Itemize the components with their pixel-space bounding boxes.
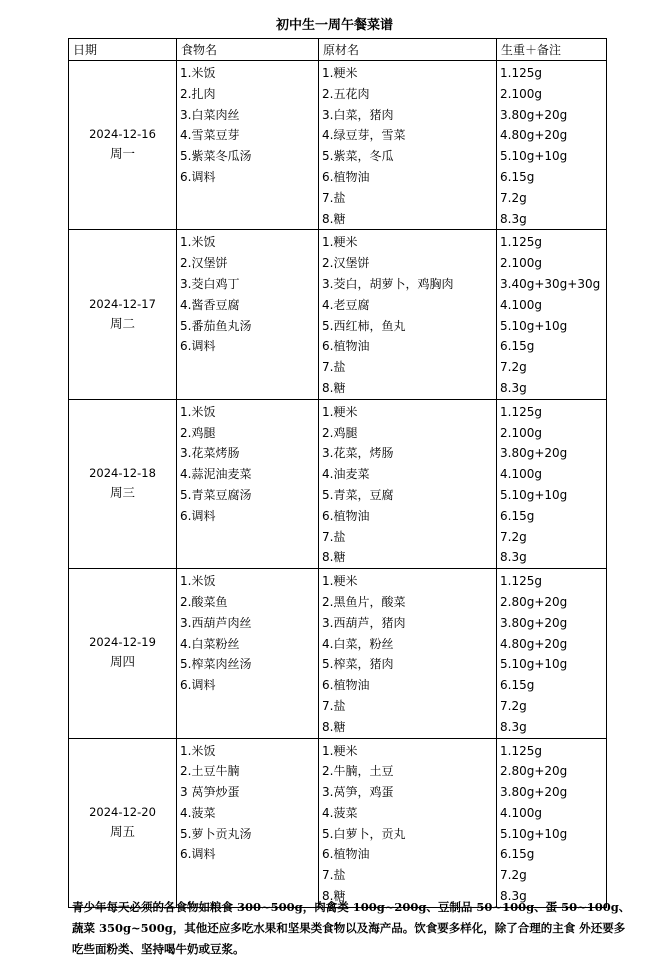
food-item: 2.鸡腿 (180, 425, 216, 440)
weight-item: 8.3g (500, 719, 527, 734)
weight-item: 6.15g (500, 508, 535, 523)
menu-title: 初中生一周午餐菜谱 (275, 18, 393, 33)
weight-item: 1.125g (500, 404, 542, 419)
weekday-text: 周三 (109, 484, 135, 500)
header-material: 原材名 (319, 39, 497, 61)
material-item: 8.糖 (322, 889, 346, 904)
material-item: 5.榨菜，猪肉 (322, 657, 394, 672)
material-item: 4.绿豆芽，雪菜 (322, 128, 406, 143)
date-text: 2024-12-18 (89, 465, 156, 480)
date-text: 2024-12-20 (89, 804, 156, 819)
food-item: 5.紫菜冬瓜汤 (180, 149, 252, 164)
food-item: 4.白菜粉丝 (180, 636, 240, 651)
material-item: 1.粳米 (322, 574, 358, 589)
weight-item: 3.80g+20g (500, 615, 568, 630)
weight-cell (497, 738, 607, 907)
date-cell (69, 61, 177, 230)
material-cell (319, 61, 497, 230)
food-cell (177, 569, 319, 738)
material-item: 4.菠菜 (322, 805, 358, 820)
food-item: 3.西葫芦肉丝 (180, 615, 252, 630)
weight-item: 3.40g+30g+30g (500, 276, 601, 291)
weight-item: 1.125g (500, 66, 542, 80)
material-item: 6.植物油 (322, 847, 370, 862)
food-item: 6.调料 (180, 678, 216, 693)
weight-item: 5.10g+10g (500, 487, 568, 502)
weekday-text: 周一 (109, 146, 135, 162)
food-item: 1.米饭 (180, 66, 216, 80)
food-item: 4.菠菜 (180, 805, 216, 820)
material-item: 2.牛腩，土豆 (322, 764, 394, 779)
day-row (69, 230, 607, 399)
material-item: 8.糖 (322, 550, 346, 565)
food-item: 6.调料 (180, 847, 216, 862)
food-cell (177, 738, 319, 907)
weight-cell (497, 230, 607, 399)
material-item: 2.五花肉 (322, 86, 370, 101)
weight-item: 1.125g (500, 235, 542, 250)
material-item: 6.植物油 (322, 678, 370, 693)
food-item: 3 莴笋炒蛋 (180, 785, 240, 800)
food-item: 5.青菜豆腐汤 (180, 487, 252, 502)
weight-item: 6.15g (500, 847, 535, 862)
date-text: 2024-12-16 (89, 127, 156, 142)
weekday-text: 周四 (109, 654, 135, 670)
food-item: 4.雪菜豆芽 (180, 128, 240, 143)
weight-item: 6.15g (500, 339, 535, 354)
material-item: 7.盐 (322, 868, 346, 883)
food-item: 3.白菜肉丝 (180, 107, 240, 122)
material-item: 3.西葫芦，猪肉 (322, 615, 406, 630)
header-weight: 生重＋备注 (497, 39, 607, 61)
material-item: 3.白菜，猪肉 (322, 107, 394, 122)
material-item: 8.糖 (322, 380, 346, 395)
weight-item: 6.15g (500, 169, 535, 184)
material-item: 6.植物油 (322, 508, 370, 523)
material-item: 7.盐 (322, 529, 346, 544)
weight-item: 8.3g (500, 211, 527, 226)
weight-item: 2.100g (500, 425, 542, 440)
weight-item: 4.100g (500, 467, 542, 482)
weight-item: 2.80g+20g (500, 594, 568, 609)
material-item: 2.鸡腿 (322, 425, 358, 440)
weight-cell (497, 399, 607, 568)
date-cell (69, 738, 177, 907)
material-item: 1.粳米 (322, 66, 358, 80)
material-item: 5.西红柿，鱼丸 (322, 318, 406, 333)
food-item: 6.调料 (180, 169, 216, 184)
material-item: 7.盐 (322, 190, 346, 205)
weight-item: 7.2g (500, 360, 527, 375)
weekday-text: 周五 (109, 823, 135, 839)
weight-cell (497, 569, 607, 738)
weight-item: 3.80g+20g (500, 107, 568, 122)
food-cell (177, 61, 319, 230)
day-row (69, 738, 607, 907)
material-item: 7.盐 (322, 698, 346, 713)
weight-item: 5.10g+10g (500, 318, 568, 333)
material-item: 8.糖 (322, 211, 346, 226)
date-cell (69, 230, 177, 399)
material-item: 3.莴笋，鸡蛋 (322, 785, 394, 800)
weight-item: 3.80g+20g (500, 446, 568, 461)
food-item: 3.花菜烤肠 (180, 446, 240, 461)
material-item: 3.茭白，胡萝卜，鸡胸肉 (322, 276, 454, 291)
food-item: 1.米饭 (180, 235, 216, 250)
material-cell (319, 738, 497, 907)
food-cell (177, 399, 319, 568)
weight-item: 5.10g+10g (500, 657, 568, 672)
material-item: 4.白菜，粉丝 (322, 636, 394, 651)
day-row (69, 569, 607, 738)
weight-item: 8.3g (500, 889, 527, 904)
date-text: 2024-12-19 (89, 635, 156, 650)
date-cell (69, 569, 177, 738)
weight-item: 2.100g (500, 256, 542, 271)
material-item: 4.老豆腐 (322, 297, 370, 312)
date-cell (69, 399, 177, 568)
date-text: 2024-12-17 (89, 296, 156, 311)
material-cell (319, 569, 497, 738)
food-item: 2.酸菜鱼 (180, 594, 228, 609)
weight-item: 4.100g (500, 297, 542, 312)
weight-item: 4.100g (500, 805, 542, 820)
weight-item: 4.80g+20g (500, 128, 568, 143)
material-item: 5.白萝卜，贡丸 (322, 826, 406, 841)
material-item: 6.植物油 (322, 339, 370, 354)
header-food: 食物名 (177, 39, 319, 61)
material-item: 1.粳米 (322, 235, 358, 250)
food-cell (177, 230, 319, 399)
material-item: 5.青菜，豆腐 (322, 487, 394, 502)
weight-item: 5.10g+10g (500, 826, 568, 841)
nutrition-note: 青少年每天必须的各食物如粮食 300~500g，肉禽类 100g~200g、豆制品 50~100g、蛋 50~100g、蔬菜 350g~500g，其他还应多吃水果和坚果类食物以及海产品。饮食要多样化，除了合理的主食 外还要多吃些面粉类、坚持喝牛奶或豆浆。 (72, 900, 631, 956)
food-item: 6.调料 (180, 508, 216, 523)
food-item: 5.萝卜贡丸汤 (180, 826, 252, 841)
food-item: 2.汉堡饼 (180, 256, 228, 271)
menu-table (68, 38, 607, 908)
food-item: 4.酱香豆腐 (180, 297, 240, 312)
weight-item: 8.3g (500, 380, 527, 395)
weight-cell (497, 61, 607, 230)
food-item: 5.榨菜肉丝汤 (180, 657, 252, 672)
food-item: 1.米饭 (180, 743, 216, 758)
food-item: 2.土豆牛腩 (180, 764, 240, 779)
weight-item: 7.2g (500, 698, 527, 713)
weight-item: 2.80g+20g (500, 764, 568, 779)
header-date: 日期 (69, 39, 177, 61)
day-row (69, 399, 607, 568)
food-item: 5.番茄鱼丸汤 (180, 318, 252, 333)
material-cell (319, 230, 497, 399)
material-item: 8.糖 (322, 719, 346, 734)
material-item: 3.花菜，烤肠 (322, 446, 394, 461)
weight-item: 8.3g (500, 550, 527, 565)
material-item: 1.粳米 (322, 404, 358, 419)
food-item: 1.米饭 (180, 404, 216, 419)
material-cell (319, 399, 497, 568)
day-row (69, 61, 607, 230)
weight-item: 1.125g (500, 743, 542, 758)
weight-item: 7.2g (500, 190, 527, 205)
weight-item: 1.125g (500, 574, 542, 589)
food-item: 6.调料 (180, 339, 216, 354)
material-item: 1.粳米 (322, 743, 358, 758)
material-item: 7.盐 (322, 360, 346, 375)
header-row (69, 39, 607, 61)
weight-item: 2.100g (500, 86, 542, 101)
food-item: 4.蒜泥油麦菜 (180, 467, 252, 482)
material-item: 4.油麦菜 (322, 467, 370, 482)
material-item: 2.汉堡饼 (322, 256, 370, 271)
material-item: 5.紫菜，冬瓜 (322, 149, 394, 164)
weight-item: 7.2g (500, 529, 527, 544)
weight-item: 5.10g+10g (500, 149, 568, 164)
weight-item: 4.80g+20g (500, 636, 568, 651)
weight-item: 3.80g+20g (500, 785, 568, 800)
food-item: 3.茭白鸡丁 (180, 276, 240, 291)
weekday-text: 周二 (109, 315, 135, 331)
material-item: 6.植物油 (322, 169, 370, 184)
weight-item: 7.2g (500, 868, 527, 883)
material-item: 2.黑鱼片，酸菜 (322, 594, 406, 609)
food-item: 1.米饭 (180, 574, 216, 589)
weight-item: 6.15g (500, 678, 535, 693)
food-item: 2.扎肉 (180, 86, 216, 101)
